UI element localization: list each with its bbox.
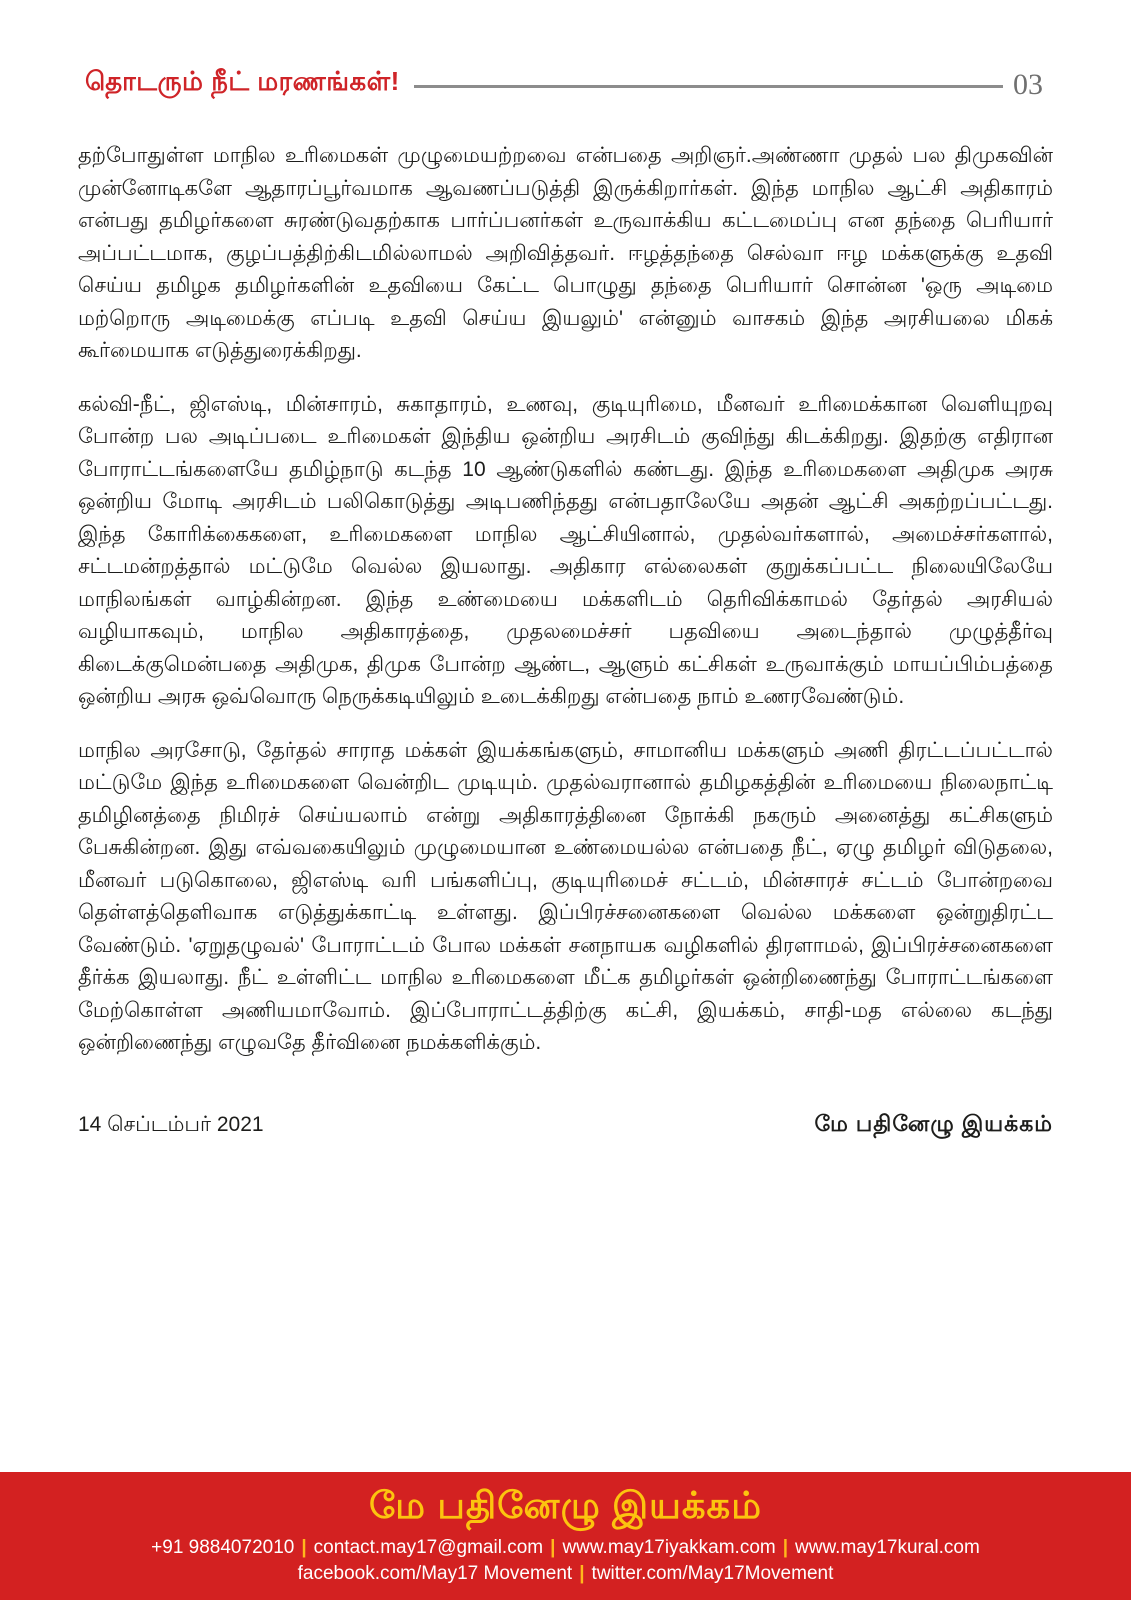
website-url-1: www.may17iyakkam.com [562,1537,776,1559]
phone-number: +91 9884072010 [151,1537,295,1559]
page-number: 03 [1013,68,1043,101]
paragraph-3: மாநில அரசோடு, தேர்தல் சாராத மக்கள் இயக்கங்களும், சாமானிய மக்களும் அணி திரட்டப்பட்டால் மட்டுமே இந்த உரிமைகளை வென்றிட முடியும். முதல்வரானால் தமிழகத்தின் உரிமையை நிலைநாட்டி தமிழினத்தை நிமிரச் செய்யலாம் என்று அதிகாரத்தினை நோக்கி நகரும் அனைத்து கட்சிகளும் பேசுகின்றன. இது எவ்வகையிலும் முழுமையான உண்மையல்ல என்பதை நீட், ஏழு தமிழர் விடுதலை, மீனவர் படுகொலை, ஜிஎஸ்டி வரி பங்களிப்பு, குடியுரிமைச் சட்டம், மின்சாரச் சட்டம் போன்றவை தெள்ளத்தெளிவாக எடுத்துக்காட்டி உள்ளது. இப்பிரச்சனைகளை வெல்ல மக்களை ஒன்றுதிரட்ட வேண்டும். 'ஏறுதழுவல்' போராட்டம் போல மக்கள் சனநாயக வழிகளில் திரளாமல், இப்பிரச்சனைகளை தீர்க்க இயலாது. நீட் உள்ளிட்ட மாநில உரிமைகளை மீட்க தமிழர்கள் ஒன்றிணைந்து போராட்டங்களை மேற்கொள்ள அணியமாவோம். இப்போராட்டத்திற்கு கட்சி, இயக்கம், சாதி-மத எல்லை கடந்து ஒன்றிணைந்து எழுவதே தீர்வினை நமக்களிக்கும். [78,738,1053,1054]
organization-signature: மே பதினேழு இயக்கம் [814,1110,1053,1136]
separator-pipe: | [782,1537,789,1559]
page-footer [0,1472,1131,1600]
footer-contact-line [0,1536,1131,1560]
date: 14 செப்டம்பர் 2021 [78,1112,264,1136]
footer-organization-title: மே பதினேழு இயக்கம் [369,1485,762,1526]
footer-social-line [0,1562,1131,1586]
paragraph-1: தற்போதுள்ள மாநில உரிமைகள் முழுமையற்றவை என்பதை அறிஞர்.அண்ணா முதல் பல திமுகவின் முன்னோடிகளே ஆதாரப்பூர்வமாக ஆவணப்படுத்தி இருக்கிறார்கள். இந்த மாநில ஆட்சி அதிகாரம் என்பது தமிழர்களை சுரண்டுவதற்காக பார்ப்பனர்கள் உருவாக்கிய கட்டமைப்பு என தந்தை பெரியார் அப்பட்டமாக, குழப்பத்திற்கிடமில்லாமல் அறிவித்தவர். ஈழத்தந்தை செல்வா ஈழ மக்களுக்கு உதவி செய்ய தமிழக தமிழர்களின் உதவியை கேட்ட பொழுது தந்தை பெரியார் சொன்ன 'ஒரு அடிமை மற்றொரு அடிமைக்கு எப்படி உதவி செய்ய இயலும்' என்னும் வாசகம் இந்த அரசியலை மிகக் கூர்மையாக எடுத்துரைக்கிறது. [78,144,1053,362]
separator-pipe: | [579,1563,585,1585]
paragraph-2: கல்வி-நீட், ஜிஎஸ்டி, மின்சாரம், சுகாதாரம், உணவு, குடியுரிமை, மீனவர் உரிமைக்கான வெளியுறவு போன்ற பல அடிப்படை உரிமைகள் இந்திய ஒன்றிய அரசிடம் குவிந்து கிடக்கிறது. இதற்கு எதிரான போராட்டங்களையே தமிழ்நாடு கடந்த 10 ஆண்டுகளில் கண்டது. இந்த உரிமைகளை அதிமுக அரசு ஒன்றிய மோடி அரசிடம் பலிகொடுத்து அடிபணிந்தது என்பதாலேயே அதன் ஆட்சி அகற்றப்பட்டது. இந்த கோரிக்கைகளை, உரிமைகளை மாநில ஆட்சியினால், முதல்வர்களால், அமைச்சர்களால், சட்டமன்றத்தால் மட்டுமே வெல்ல இயலாது. அதிகார எல்லைகள் குறுக்கப்பட்ட நிலையிலேயே மாநிலங்கள் வாழ்கின்றன. இந்த உண்மையை மக்களிடம் தெரிவிக்காமல் தேர்தல் அரசியல் வழியாகவும், மாநில அதிகாரத்தை, முதலமைச்சர் பதவியை அடைந்தால் முழுத்தீர்வு கிடைக்குமென்பதை அதிமுக, திமுக போன்ற ஆண்ட, ஆளும் கட்சிகள் உருவாக்கும் மாயப்பிம்பத்தை ஒன்றிய அரசு ஒவ்வொரு நெருக்கடியிலும் உடைக்கிறது என்பதை நாம் உணரவேண்டும். [78,392,1053,708]
email-address: contact.may17@gmail.com [313,1537,544,1559]
signoff-row [0,1081,1131,1140]
website-url-2: www.may17kural.com [795,1537,980,1559]
header-rule [414,85,1003,88]
facebook-handle: facebook.com/May17 Movement [297,1563,573,1585]
twitter-handle: twitter.com/May17Movement [591,1563,834,1585]
page-header [0,0,1131,100]
article-body [0,100,1131,1060]
separator-pipe: | [301,1537,307,1559]
separator-pipe: | [550,1537,556,1559]
page-title: தொடரும் நீட் மரணங்கள்! [85,66,400,96]
